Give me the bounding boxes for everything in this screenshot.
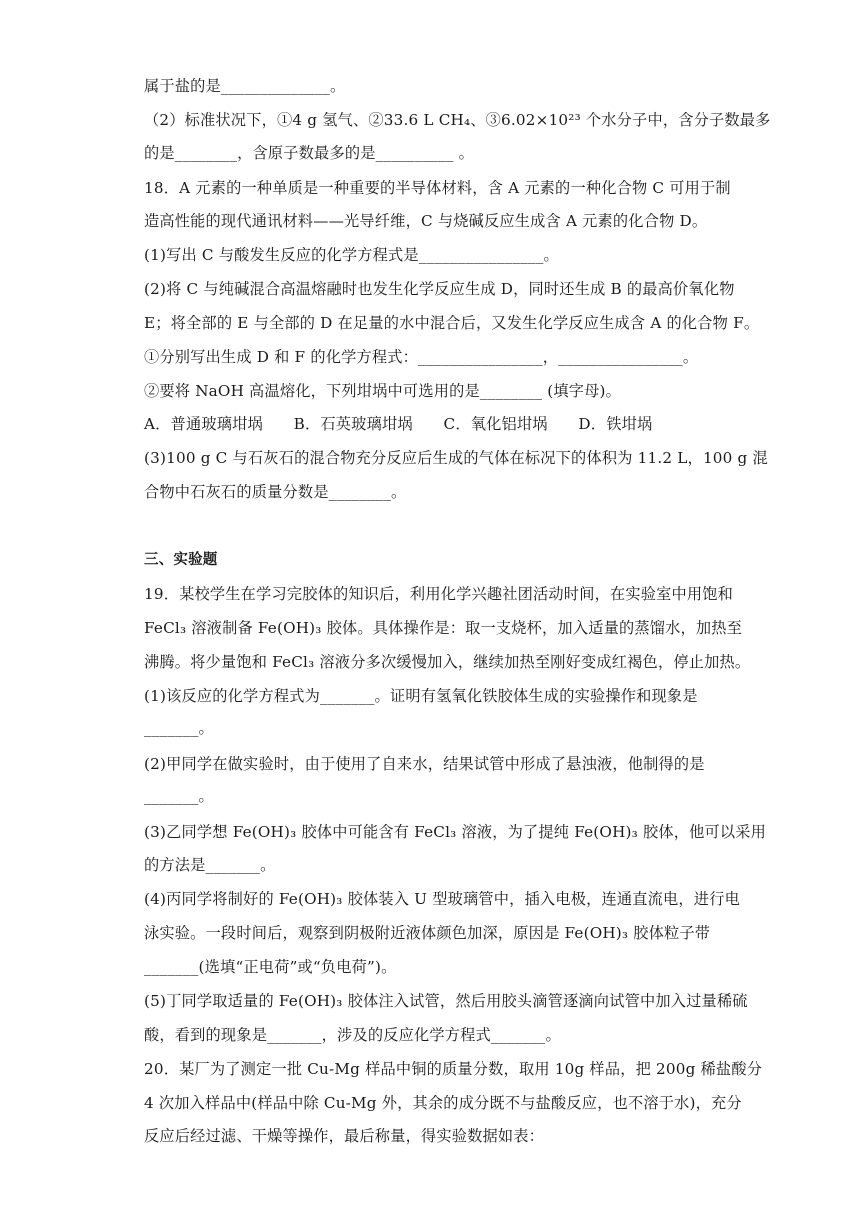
q19-part-5-line-1: (5)丁同学取适量的 Fe(OH)₃ 胶体注入试管，然后用胶头滴管逐滴向试管中加入过量稀硫	[144, 992, 748, 1010]
q19-part-3-line-1: (3)乙同学想 Fe(OH)₃ 胶体中可能含有 FeCl₃ 溶液，为了提纯 Fe(OH)₃ 胶体，他可以采用	[144, 823, 767, 841]
q19-part-4-line-2: 泳实验。一段时间后，观察到阴极附近液体颜色加深，原因是 Fe(OH)₃ 胶体粒子带	[144, 924, 711, 942]
q19-stem-line-3: 沸腾。将少量饱和 FeCl₃ 溶液分多次缓慢加入，继续加热至刚好变成红褐色，停止加热。	[144, 653, 751, 671]
q18-part-1: (1)写出 C 与酸发生反应的化学方程式是________________。	[144, 246, 559, 264]
q20-stem-line-3: 反应后经过滤、干燥等操作，最后称量，得实验数据如表：	[144, 1127, 545, 1145]
q18-stem-line-1: 18．A 元素的一种单质是一种重要的半导体材料，含 A 元素的一种化合物 C 可用于制	[144, 179, 731, 197]
q18-part-2-sub-1: ①分别写出生成 D 和 F 的化学方程式：________________，________________。	[144, 348, 699, 366]
q19-part-1-line-1: (1)该反应的化学方程式为_______。证明有氢氧化铁胶体生成的实验操作和现象是	[144, 687, 698, 705]
q19-part-5-line-2: 酸，看到的现象是_______，涉及的反应化学方程式_______。	[144, 1026, 561, 1044]
q18-part-2-line-2: E；将全部的 E 与全部的 D 在足量的水中混合后，又发生化学反应生成含 A 的化合物 F。	[144, 314, 760, 332]
q17-2-line-2: 的是________，含原子数最多的是__________ 。	[144, 144, 474, 162]
q20-stem-line-2: 4 次加入样品中(样品中除 Cu-Mg 外，其余的成分既不与盐酸反应，也不溶于水)，充分	[144, 1094, 742, 1112]
q19-part-4-line-3: _______(选填“正电荷”或“负电荷”)。	[144, 958, 397, 976]
q18-part-3-line-2: 合物中石灰石的质量分数是________。	[144, 483, 407, 501]
q18-part-2-line-1: (2)将 C 与纯碱混合高温熔融时也发生化学反应生成 D，同时还生成 B 的最高价氧化物	[144, 280, 735, 298]
q19-stem-line-2: FeCl₃ 溶液制备 Fe(OH)₃ 胶体。具体操作是：取一支烧杯，加入适量的蒸馏水，加热至	[144, 619, 743, 637]
q19-part-4-line-1: (4)丙同学将制好的 Fe(OH)₃ 胶体装入 U 型玻璃管中，插入电极，连通直流电，进行电	[144, 890, 740, 908]
section-title-experiment: 三、实验题	[144, 552, 218, 568]
q19-part-1-line-2: _______。	[144, 719, 214, 737]
q18-stem-line-2: 造高性能的现代通讯材料——光导纤维，C 与烧碱反应生成含 A 元素的化合物 D。	[144, 212, 708, 230]
q18-part-3-line-1: (3)100 g C 与石灰石的混合物充分反应后生成的气体在标况下的体积为 11.2 L，100 g 混	[144, 449, 768, 467]
q17-1-continuation: 属于盐的是______________。	[144, 77, 346, 95]
q17-2-line-1: （2）标准状况下，①4 g 氢气、②33.6 L CH₄、③6.02×10²³ 个水分子中，含分子数最多	[144, 111, 771, 129]
q18-part-2-sub-2: ②要将 NaOH 高温熔化，下列坩埚中可选用的是________ (填字母)。	[144, 382, 622, 400]
q19-part-3-line-2: 的方法是_______。	[144, 856, 276, 874]
q20-stem-line-1: 20．某厂为了测定一批 Cu-Mg 样品中铜的质量分数，取用 10g 样品，把 200g 稀盐酸分	[144, 1060, 763, 1078]
q19-stem-line-1: 19．某校学生在学习完胶体的知识后，利用化学兴趣社团活动时间，在实验室中用饱和	[144, 585, 734, 603]
q18-options: A．普通玻璃坩埚 B．石英玻璃坩埚 C．氧化铝坩埚 D．铁坩埚	[144, 415, 653, 433]
q19-part-2-line-1: (2)甲同学在做实验时，由于使用了自来水，结果试管中形成了悬浊液，他制得的是	[144, 755, 705, 773]
q19-part-2-line-2: _______。	[144, 787, 214, 805]
